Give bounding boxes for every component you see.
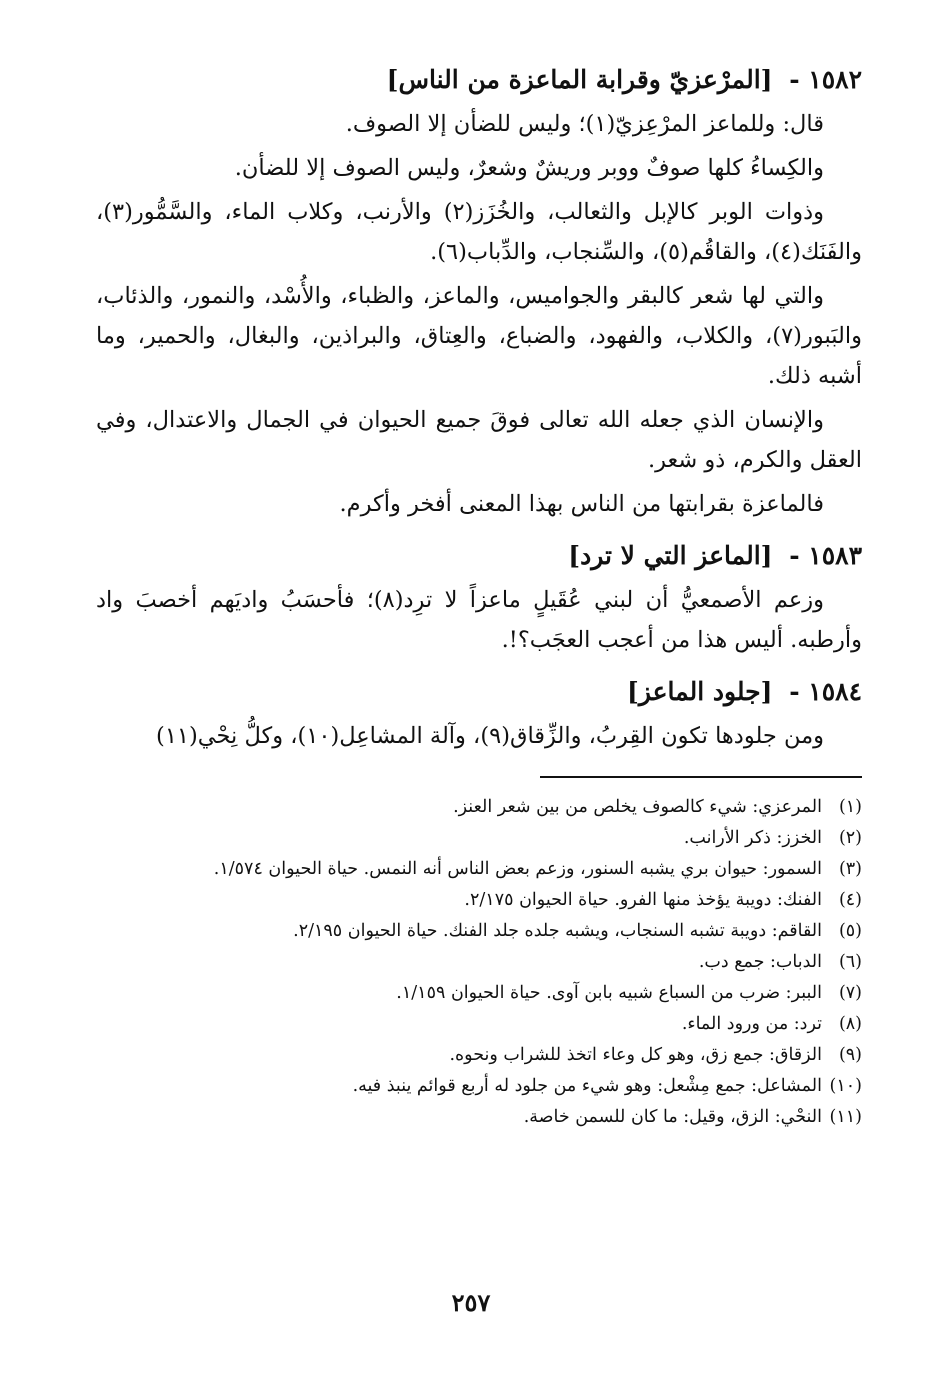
footnote [96, 978, 862, 1009]
paragraph: فالماعزة بقرابتها من الناس بهذا المعنى أفخر وأكرم. [339, 491, 824, 517]
footnote-text: الخزز: ذكر الأرانب. [683, 828, 822, 848]
footnote-number: (٦) [838, 952, 862, 972]
footnote [96, 854, 862, 885]
footnote-text: المرعزي: شيء كالصوف يخلص من بين شعر العنز. [453, 797, 822, 817]
section-number: ١٥٨٤ - [789, 677, 862, 706]
footnote-text: الفنك: دويبة يؤخذ منها الفرو. حياة الحيوان ٢/١٧٥. [464, 890, 822, 910]
footnote-number: (١١) [829, 1107, 862, 1127]
footnote-text: النحْي: الزق، وقيل: ما كان للسمن خاصة. [523, 1107, 822, 1127]
section-title: [المرْعزيّ وقرابة الماعزة من الناس] [386, 65, 773, 94]
paragraph: وذوات الوبر كالإبل والثعالب، والخُزَز(٢) والأرنب، وكلاب الماء، والسَّمُّور(٣)، والفَنَك(٤)، والقاقُم(٥)، والسِّنجاب، والدِّباب(٦). [96, 199, 862, 265]
paragraph: والإنسان الذي جعله الله تعالى فوقَ جميع الحيوان في الجمال والاعتدال، وفي العقل والكرم، ذو شعر. [96, 407, 862, 473]
section-number: ١٥٨٣ - [789, 541, 862, 570]
footnote-number: (٨) [838, 1014, 862, 1034]
footnote-number: (٢) [838, 828, 862, 848]
section-1583 [96, 538, 862, 660]
section-title: [جلود الماعز] [626, 677, 773, 706]
footnote-number: (٤) [838, 890, 862, 910]
section-1582 [96, 62, 862, 524]
footnote-text: الببر: ضرب من السباع شبيه بابن آوى. حياة الحيوان ١/١٥٩. [396, 983, 822, 1003]
section-heading [96, 538, 862, 574]
footnote-text: القاقم: دويبة تشبه السنجاب، ويشبه جلده جلد الفنك. حياة الحيوان ٢/١٩٥. [293, 921, 822, 941]
section-number: ١٥٨٢ - [789, 65, 862, 94]
footnote-number: (٥) [838, 921, 862, 941]
paragraph: قال: وللماعز المرْعِزيّ(١)؛ وليس للضأن إلا الصوف. [345, 111, 824, 137]
footnote [96, 916, 862, 947]
footnote-number: (٣) [838, 859, 862, 879]
footnote-divider [540, 776, 862, 778]
paragraph: وزعم الأصمعيُّ أن لبني عُقَيلٍ ماعزاً لا ترِد(٨)؛ فأحسَبُ واديَهم أخصبَ واد وأرطبه. أليس هذا من أعجب العجَب؟!. [96, 587, 862, 653]
paragraph: والكِساءُ كلها صوفٌ ووبر وريشٌ وشعرٌ، وليس الصوف إلا للضأن. [234, 155, 824, 181]
footnote [96, 1102, 862, 1133]
footnote [96, 1009, 862, 1040]
footnote-text: ترد: من ورود الماء. [681, 1014, 822, 1034]
footnote-text: الزقاق: جمع زق، وهو كل وعاء اتخذ للشراب ونحوه. [449, 1045, 822, 1065]
paragraph: والتي لها شعر كالبقر والجواميس، والماعز، والظباء، والأُسْد، والنمور، والذئاب، والبَبور(٧)، والكلاب، والفهود، والضباع، والعِتاق، والبراذين، والبغال، والحمير، وما أشبه ذلك. [96, 283, 862, 389]
footnotes [96, 792, 862, 1133]
section-heading [96, 62, 862, 98]
footnote-number: (١) [838, 797, 862, 817]
footnote-text: السمور: حيوان بري يشبه السنور، وزعم بعض الناس أنه النمس. حياة الحيوان ١/٥٧٤. [213, 859, 822, 879]
footnote-number: (١٠) [829, 1076, 862, 1096]
footnote [96, 947, 862, 978]
footnote [96, 885, 862, 916]
footnote [96, 792, 862, 823]
footnote [96, 823, 862, 854]
page-number: ٢٥٧ [451, 1288, 491, 1317]
footnote-text: المشاعل: جمع مِشْعل: وهو شيء من جلود له أربع قوائم ينبذ فيه. [352, 1076, 822, 1096]
section-1584 [96, 674, 862, 756]
footnote-number: (٧) [838, 983, 862, 1003]
footnote [96, 1071, 862, 1102]
footnote-number: (٩) [838, 1045, 862, 1065]
section-title: [الماعز التي لا ترد] [568, 541, 773, 570]
paragraph: ومن جلودها تكون القِربُ، والزِّقاق(٩)، وآلة المشاعِل(١٠)، وكلُّ نِحْي(١١) [156, 723, 824, 749]
footnote [96, 1040, 862, 1071]
footnote-text: الدباب: جمع دب. [698, 952, 822, 972]
section-heading [96, 674, 862, 710]
